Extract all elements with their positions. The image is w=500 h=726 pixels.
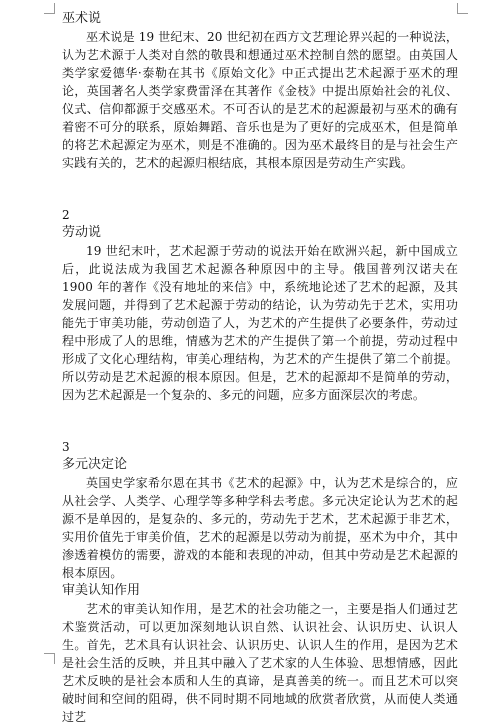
document-content: [62, 10, 458, 726]
crop-mark-top-left: [44, 3, 55, 14]
section-number-2: 2: [62, 208, 70, 222]
section-title-labor: 劳动说: [62, 225, 102, 240]
section-body-aesthetic-cognition: 艺术的审美认知作用，是艺术的社会功能之一，主要是指人们通过艺术鉴赏活动，可以更加深刻地认识自然、认识社会、认识历史、认识人生。首先，艺术具有认识社会、认识历史、认识人生的作用，是因为艺术是社会生活的反映，并且其中融入了艺术家的人生体验、思想情感，因此艺术反映的是社会本质和人生的真谛，是真善美的统一。而且艺术可以突破时间和空间的阻碍，供不同时期不同地域的欣赏者欣赏，从而使人类通过艺: [62, 602, 458, 724]
crop-mark-bottom-left: [44, 653, 55, 664]
section-number-3: 3: [62, 440, 70, 454]
section-title-aesthetic-cognition: 审美认知作用: [62, 583, 141, 598]
section-title-pluralism: 多元决定论: [62, 457, 128, 472]
section-body-witchcraft: 巫术说是 19 世纪末、20 世纪初在西方文艺理论界兴起的一种说法，认为艺术源于人类对自然的敬畏和想通过巫术控制自然的愿望。由英国人类学家爱德华·泰勒在其书《原始文化》中正式提出艺术起源于巫术的理论，英国著名人类学家费雷泽在其著作《金枝》中提出原始社会的礼仪、仪式、信仰都源于交感巫术。不可否认的是艺术的起源最初与巫术的确有着密不可分的联系，原始舞蹈、音乐也是为了更好的完成巫术，但是简单的将艺术起源定为巫术，则是不准确的。因为巫术最终目的是与社会生产实践有关的，艺术的起源归根结底，其根本原因是劳动生产实践。: [62, 30, 458, 170]
section-body-pluralism: 英国史学家希尔恩在其书《艺术的起源》中，认为艺术是综合的，应从社会学、人类学、心理学等多种学科去考虑。多元决定论认为艺术的起源不是单因的，是复杂的、多元的，劳动先于艺术，艺术起源于非艺术，实用价值先于审美价值，艺术的起源是以劳动为前提，巫术为中介，其中渗透着模仿的需要，游戏的本能和表现的冲动，但其中劳动是艺术起源的根本原因。: [62, 476, 458, 580]
section-title-witchcraft: 巫术说: [62, 11, 102, 26]
crop-mark-top-right: [457, 3, 468, 14]
section-body-labor: 19 世纪末叶，艺术起源于劳动的说法开始在欧洲兴起，新中国成立后，此说法成为我国艺术起源各种原因中的主导。俄国普列汉诺夫在 1900 年的著作《没有地址的来信》中，系统地论述了艺术的起源，及其发展问题，并得到了艺术起源于劳动的结论，认为劳动先于艺术，实用功能先于审美功能，劳动创造了人，为艺术的产生提供了必要条件，劳动过程中形成了人的思维，情感为艺术的产生提供了第一个前提，劳动过程中形成了文化心理结构，审美心理结构，为艺术的产生提供了第二个前提。所以劳动是艺术起源的根本原因。但是，艺术的起源却不是简单的劳动，因为艺术起源是一个复杂的、多元的问题，应多方面深层次的考虑。: [62, 244, 458, 402]
